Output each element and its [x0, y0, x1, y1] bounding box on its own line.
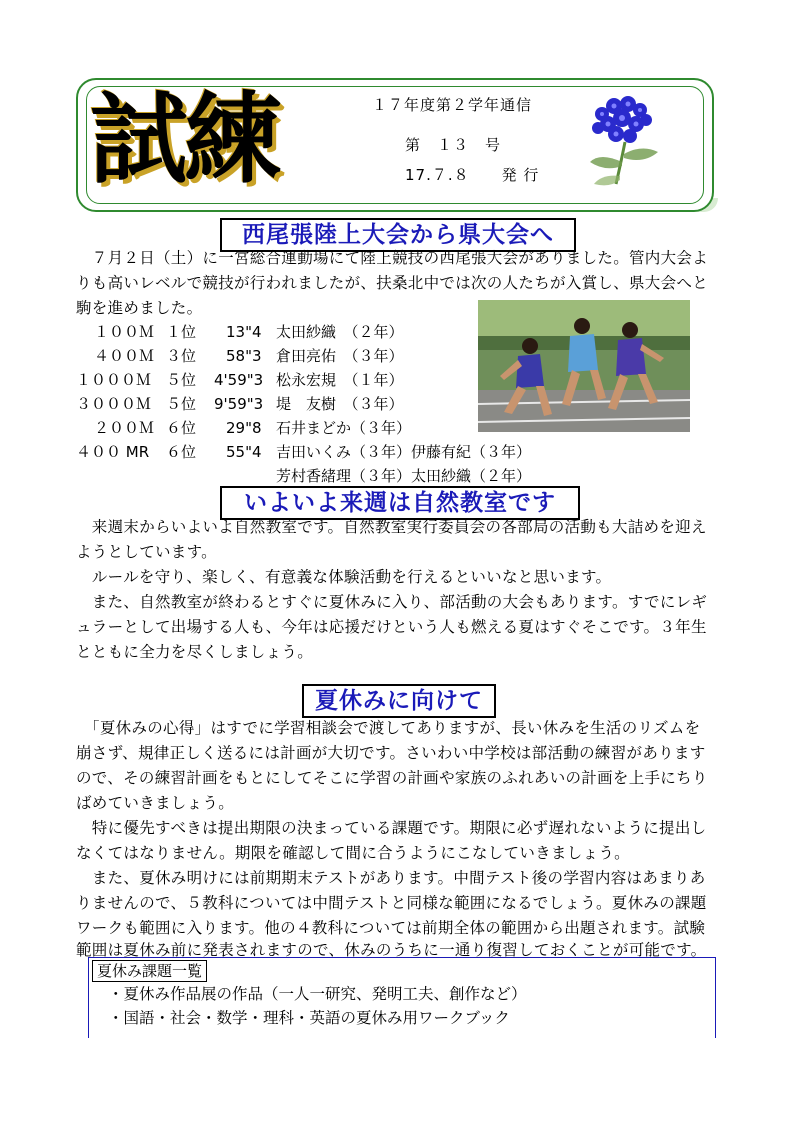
result-rank: ３位 [166, 347, 197, 365]
result-event: １００Ｍ [94, 323, 155, 341]
result-event: ４００ MR [76, 443, 150, 461]
result-event: ３０００Ｍ [76, 395, 152, 413]
hydrangea-flower-icon [580, 92, 670, 188]
sprinters-photo [478, 300, 690, 432]
nature-school-line-4: また、自然教室が終わるとすぐに夏休みに入り、部活動の大会もあります。すでにレギ [76, 593, 708, 611]
result-rank: ５位 [166, 371, 197, 389]
result-event: ４００Ｍ [94, 347, 155, 365]
result-rank: ６位 [166, 443, 197, 461]
newsletter-issue: 第 １３ 号 [405, 136, 502, 154]
result-rank: ５位 [166, 395, 197, 413]
result-event: １０００Ｍ [76, 371, 152, 389]
summer-line-8: りませんので、５教科については中間テストと同様な範囲になるでしょう。夏休みの課題 [76, 894, 707, 912]
nature-school-line-1: 来週末からいよいよ自然教室です。自然教室実行委員会の各部局の活動も大詰めを迎え [76, 518, 707, 536]
result-time: 29"8 [226, 419, 262, 437]
summer-line-9: ワークも範囲に入ります。他の４教科については前期全体の範囲から出題されます。試験 [76, 919, 706, 937]
section-heading-nature-school: いよいよ来週は自然教室です [220, 486, 580, 520]
homework-list-item: ・夏休み作品展の作品（一人一研究、発明工夫、創作など） [108, 985, 527, 1003]
result-rank: １位 [166, 323, 197, 341]
result-time: 58"3 [226, 347, 262, 365]
homework-list-item: ・国語・社会・数学・理科・英語の夏休み用ワークブック [108, 1009, 510, 1027]
summer-line-2: 崩さず、規律正しく送るには計画が大切です。さいわい中学校は部活動の練習があります [76, 744, 706, 762]
result-names: 松永宏規 （１年） [276, 371, 404, 389]
newsletter-date: 17.７.８ 発 行 [405, 166, 540, 184]
result-event: ２００Ｍ [94, 419, 155, 437]
result-time: 9'59"3 [214, 395, 264, 413]
summer-line-7: また、夏休み明けには前期期末テストがあります。中間テスト後の学習内容はあまりあ [76, 869, 706, 887]
section-heading-track-meet: 西尾張陸上大会から県大会へ [220, 218, 576, 252]
nature-school-line-2: ようとしています。 [76, 543, 217, 561]
result-time: 13"4 [226, 323, 262, 341]
newsletter-title: 試練 [90, 82, 279, 197]
summer-line-10: 範囲は夏休み前に発表されますので、休みのうちに一通り復習しておくことが可能です。 [76, 941, 707, 959]
newsletter-grade-line: １７年度第２学年通信 [372, 96, 533, 114]
result-names: 芳村香緒理（３年）太田紗織（２年） [276, 467, 532, 485]
result-names: 倉田亮佑 （３年） [276, 347, 404, 365]
homework-list-title: 夏休み課題一覧 [92, 960, 207, 982]
summer-line-3: ので、その練習計画をもとにしてそこに学習の計画や家族のふれあいの計画を上手にちり [76, 769, 708, 787]
track-intro-line-1: ７月２日（土）に一宮総合運動場にて陸上競技の西尾張大会がありました。管内大会よ [76, 249, 709, 267]
section-heading-summer-break: 夏休みに向けて [302, 684, 496, 718]
result-names: 太田紗織 （２年） [276, 323, 404, 341]
summer-line-1: 「夏休みの心得」はすでに学習相談会で渡してありますが、長い休みを生活のリズムを [76, 719, 701, 737]
result-time: 55"4 [226, 443, 262, 461]
summer-line-5: 特に優先すべきは提出期限の決まっている課題です。期限に必ず遅れないように提出し [76, 819, 707, 837]
summer-line-4: ばめていきましょう。 [76, 794, 235, 812]
nature-school-line-5: ュラーとして出場する人も、今年は応援だけという人も燃える夏はすぐそこです。３年生 [76, 618, 707, 636]
result-names: 石井まどか（３年） [276, 419, 412, 437]
result-names: 堤 友樹 （３年） [276, 395, 404, 413]
result-time: 4'59"3 [214, 371, 264, 389]
track-intro-line-2: りも高いレベルで競技が行われましたが、扶桑北中では次の人たちが入賞し、県大会へと [76, 274, 709, 292]
nature-school-line-3: ルールを守り、楽しく、有意義な体験活動を行えるといいなと思います。 [76, 568, 612, 586]
nature-school-line-6: とともに全力を尽くしましょう。 [76, 643, 314, 661]
result-names: 吉田いくみ（３年）伊藤有紀（３年） [276, 443, 532, 461]
summer-line-6: なくてはなりません。期限を確認して間に合うようにこなしていきましょう。 [76, 844, 630, 862]
result-rank: ６位 [166, 419, 197, 437]
track-intro-line-3: 駒を進めました。 [76, 299, 203, 317]
